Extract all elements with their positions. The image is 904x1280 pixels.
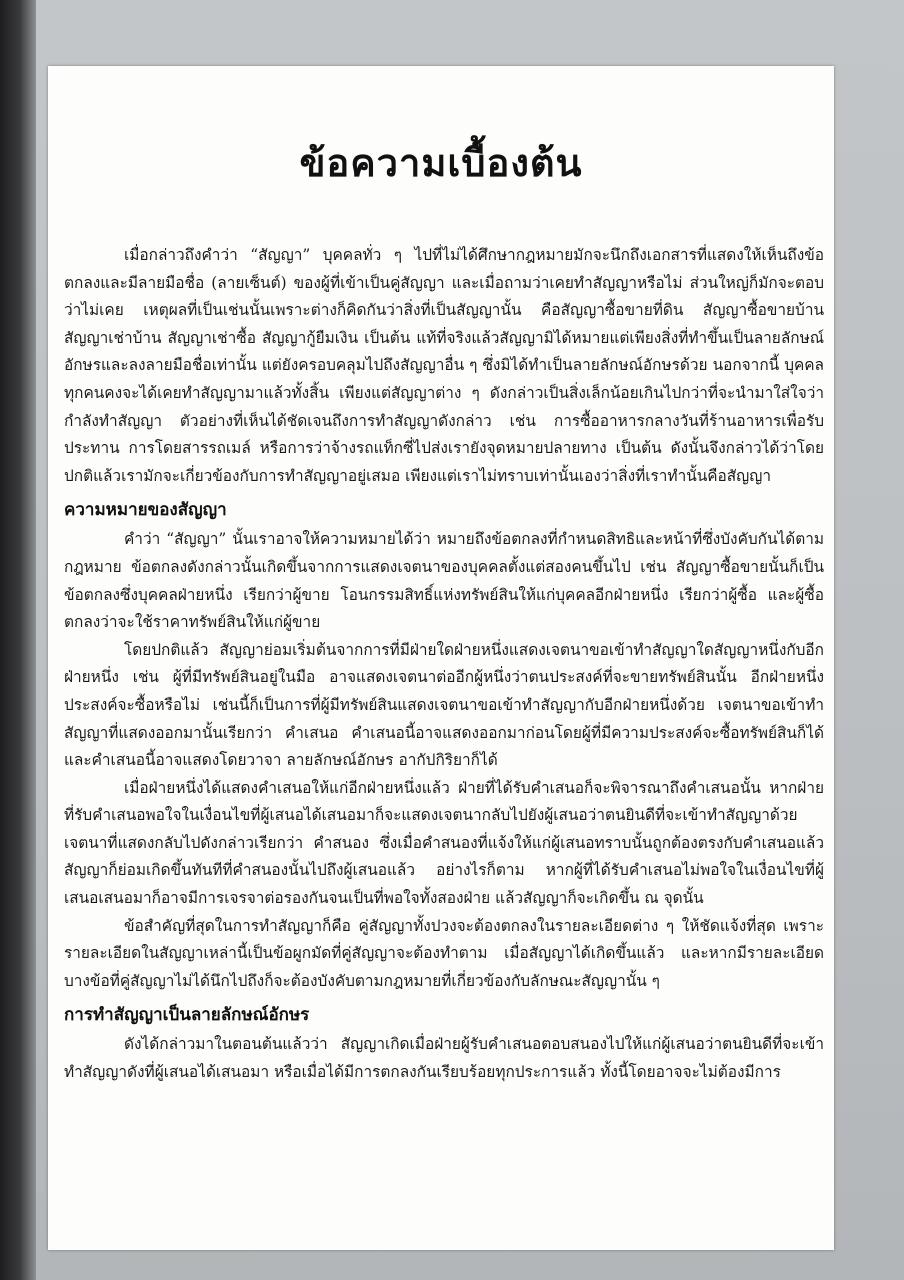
section-heading-meaning: ความหมายของสัญญา — [64, 500, 227, 521]
document-body — [64, 242, 824, 1087]
book-spine-shadow — [0, 0, 36, 1280]
meaning-paragraph-3: เมื่อฝ่ายหนึ่งได้แสดงคำเสนอให้แก่อีกฝ่ายหนึ่งแล้ว ฝ่ายที่ได้รับคำเสนอก็จะพิจารณาถึงคำเสนอนั้น หากฝ่ายที่รับคำเสนอพอใจในเงื่อนไขที่ผู้เสนอได้เสนอมาก็จะแสดงเจตนากลับไปยังผู้เสนอว่าตนยินดีที่จะเข้าทำสัญญาด้วย เจตนาที่แสดงกลับไปดังกล่าวเรียกว่า คำสนอง ซึ่งเมื่อคำสนองที่แจ้งให้แก่ผู้เสนอทราบนั้นถูกต้องตรงกับคำเสนอแล้ว สัญญาก็ย่อมเกิดขึ้นทันทีที่คำสนองนั้นไปถึงผู้เสนอแล้ว อย่างไรก็ตาม หากผู้ที่ได้รับคำเสนอไม่พอใจในเงื่อนไขที่ผู้เสนอเสนอมาก็อาจมีการเจรจาต่อรองกันจนเป็นที่พอใจทั้งสองฝ่าย แล้วสัญญาก็จะเกิดขึ้น ณ จุดนั้น — [64, 778, 824, 908]
document-page — [48, 66, 834, 1250]
meaning-paragraph-4: ข้อสำคัญที่สุดในการทำสัญญาก็คือ คู่สัญญาทั้งปวงจะต้องตกลงในรายละเอียดต่าง ๆ ให้ชัดแจ้งที่สุด เพราะรายละเอียดในสัญญาเหล่านี้เป็นข้อผูกมัดที่คู่สัญญาจะต้องทำตาม เมื่อสัญญาได้เกิดขึ้นแล้ว และหากมีรายละเอียดบางข้อที่คู่สัญญาไม่ได้นึกไปถึงก็จะต้องบังคับตามกฎหมายที่เกี่ยวข้องกับลักษณะสัญญานั้น ๆ — [64, 916, 824, 990]
page-title: ข้อความเบื้องต้น — [299, 140, 583, 185]
meaning-paragraph-1: คำว่า “สัญญา” นั้นเราอาจให้ความหมายได้ว่า หมายถึงข้อตกลงที่กำหนดสิทธิและหน้าที่ซึ่งบังคับกันได้ตามกฎหมาย ข้อตกลงดังกล่าวนั้นเกิดขึ้นจากการแสดงเจตนาของบุคคลตั้งแต่สองคนขึ้นไป เช่น สัญญาซื้อขายนั้นก็เป็นข้อตกลงซึ่งบุคคลฝ่ายหนึ่ง เรียกว่าผู้ขาย โอนกรรมสิทธิ์แห่งทรัพย์สินให้แก่บุคคลอีกฝ่ายหนึ่ง เรียกว่าผู้ซื้อ และผู้ซื้อตกลงว่าจะใช้ราคาทรัพย์สินให้แก่ผู้ขาย — [64, 530, 824, 632]
meaning-paragraph-2: โดยปกติแล้ว สัญญาย่อมเริ่มต้นจากการที่มีฝ่ายใดฝ่ายหนึ่งแสดงเจตนาขอเข้าทำสัญญาใดสัญญาหนึ่งกับอีกฝ่ายหนึ่ง เช่น ผู้ที่มีทรัพย์สินอยู่ในมือ อาจแสดงเจตนาต่ออีกผู้หนึ่งว่าตนประสงค์ที่จะขายทรัพย์สินนั้น อีกฝ่ายหนึ่งประสงค์จะซื้อหรือไม่ เช่นนี้ก็เป็นการที่ผู้มีทรัพย์สินแสดงเจตนาขอเข้าทำสัญญากับอีกฝ่ายหนึ่งด้วย เจตนาขอเข้าทำสัญญาที่แสดงออกมานั้นเรียกว่า คำเสนอ คำเสนอนี้อาจแสดงออกมาก่อนโดยผู้ที่มีความประสงค์จะซื้อทรัพย์สินก็ได้ และคำเสนอนี้อาจแสดงโดยวาจา ลายลักษณ์อักษร อากัปกิริยาก็ได้ — [64, 640, 824, 770]
intro-paragraph: เมื่อกล่าวถึงคำว่า “สัญญา” บุคคลทั่ว ๆ ไปที่ไม่ได้ศึกษากฎหมายมักจะนึกถึงเอกสารที่แสดงให้เห็นถึงข้อตกลงและมีลายมือชื่อ (ลายเซ็นต์) ของผู้ที่เข้าเป็นคู่สัญญา และเมื่อถามว่าเคยทำสัญญาหรือไม่ ส่วนใหญ่ก็มักจะตอบว่าไม่เคย เหตุผลที่เป็นเช่นนั้นเพราะต่างก็คิดกันว่าสิ่งที่เป็นสัญญานั้น คือสัญญาซื้อขายที่ดิน สัญญาซื้อขายบ้าน สัญญาเช่าบ้าน สัญญาเช่าซื้อ สัญญากู้ยืมเงิน เป็นต้น แท้ที่จริงแล้วสัญญามิได้หมายแต่เพียงสิ่งที่ทำขึ้นเป็นลายลักษณ์อักษรและลงลายมือชื่อเท่านั้น แต่ยังครอบคลุมไปถึงสัญญาอื่น ๆ ซึ่งมิได้ทำเป็นลายลักษณ์อักษรด้วย นอกจากนี้ บุคคลทุกคนคงจะได้เคยทำสัญญามาแล้วทั้งสิ้น เพียงแต่สัญญาต่าง ๆ ดังกล่าวเป็นสิ่งเล็กน้อยเกินไปกว่าที่จะนำมาใส่ใจว่ากำลังทำสัญญา ตัวอย่างที่เห็นได้ชัดเจนถึงการทำสัญญาดังกล่าว เช่น การซื้ออาหารกลางวันที่ร้านอาหารเพื่อรับประทาน การโดยสารรถเมล์ หรือการว่าจ้างรถแท็กซี่ไปส่งเรายังจุดหมายปลายทาง เป็นต้น ดังนั้นจึงกล่าวได้ว่าโดยปกติแล้วเรามักจะเกี่ยวข้องกับการทำสัญญาอยู่เสมอ เพียงแต่เราไม่ทราบเท่านั้นเองว่าสิ่งที่เราทำนั้นคือสัญญา — [64, 246, 824, 485]
section-heading-written-contract: การทำสัญญาเป็นลายลักษณ์อักษร — [64, 1005, 310, 1026]
written-contract-paragraph-1: ดังได้กล่าวมาในตอนต้นแล้วว่า สัญญาเกิดเมื่อฝ่ายผู้รับคำเสนอตอบสนองไปให้แก่ผู้เสนอว่าตนยินดีที่จะเข้าทำสัญญาดังที่ผู้เสนอได้เสนอมา หรือเมื่อได้มีการตกลงกันเรียบร้อยทุกประการแล้ว ทั้งนี้โดยอาจจะไม่ต้องมีการ — [64, 1035, 824, 1082]
